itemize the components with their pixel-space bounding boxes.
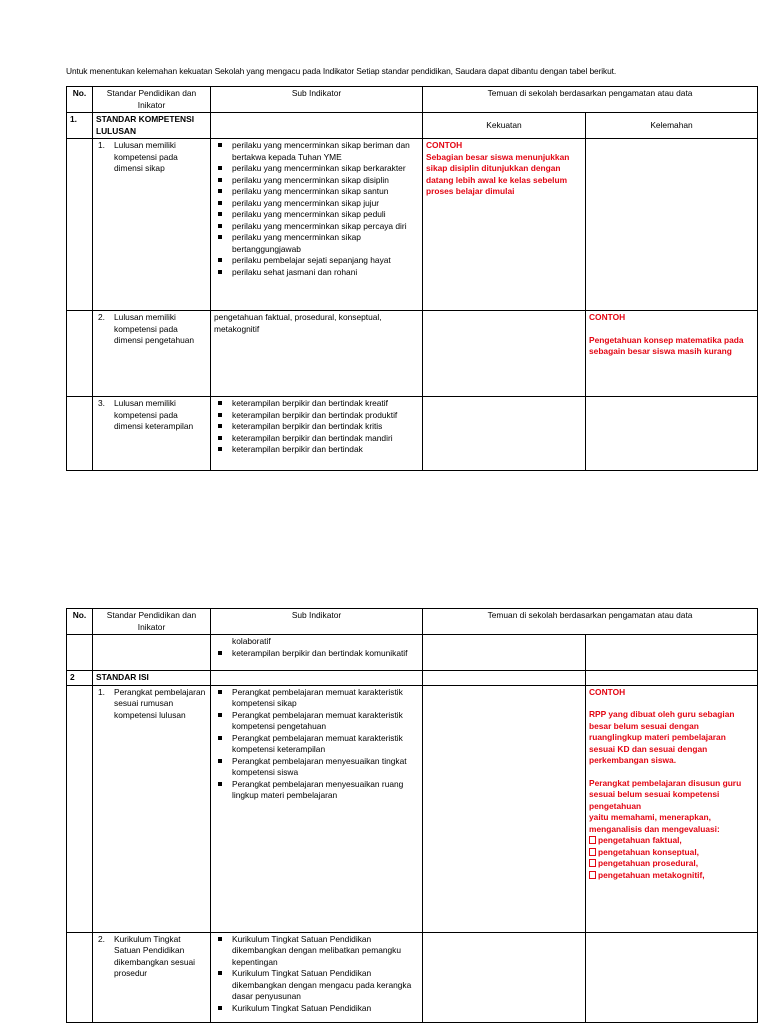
table-row <box>67 685 758 932</box>
table-header-row <box>67 609 758 635</box>
section-row <box>67 113 758 139</box>
table-row <box>67 932 758 1022</box>
list-item: perilaku yang mencerminkan sikap santun <box>214 186 419 198</box>
list-item: Perangkat pembelajaran memuat karakteristik kompetensi pengetahuan <box>214 710 419 733</box>
list-item: Perangkat pembelajaran memuat karakteristik kompetensi sikap <box>214 687 419 710</box>
list-item: keterampilan berpikir dan bertindak <box>214 444 419 456</box>
header-kelemahan: Kelemahan <box>586 113 758 139</box>
list-item: perilaku sehat jasmani dan rohani <box>214 267 419 279</box>
checkbox-icon <box>589 836 596 844</box>
header-sub-indikator: Sub Indikator <box>211 609 423 635</box>
list-item: perilaku yang mencerminkan sikap disiplin <box>214 175 419 187</box>
list-item: perilaku yang mencerminkan sikap percaya diri <box>214 221 419 233</box>
standar-item <box>96 687 207 722</box>
section-title: STANDAR KOMPETENSI LULUSAN <box>93 113 211 139</box>
header-temuan: Temuan di sekolah berdasarkan pengamatan atau data <box>423 87 758 113</box>
item-number: 1. <box>98 686 105 697</box>
list-item: Kurikulum Tingkat Satuan Pendidikan dikembangkan dengan mengacu pada kerangka dasar penyusunan <box>214 968 419 1003</box>
list-item: perilaku yang mencerminkan sikap bertanggungjawab <box>214 232 419 255</box>
table-page-2 <box>66 608 758 1023</box>
list-item: keterampilan berpikir dan bertindak kreatif <box>214 398 419 410</box>
list-item: Perangkat pembelajaran menyesuaikan tingkat kompetensi siswa <box>214 756 419 779</box>
kekuatan-cell <box>423 932 586 1022</box>
kelemahan-list-item: pengetahuan prosedural, <box>589 858 754 870</box>
kekuatan-cell <box>423 139 586 311</box>
continuation-row <box>67 635 758 671</box>
header-kekuatan: Kekuatan <box>423 113 586 139</box>
sub-indikator-list <box>214 687 419 802</box>
list-item: perilaku yang mencerminkan sikap jujur <box>214 198 419 210</box>
list-item: perilaku yang mencerminkan sikap peduli <box>214 209 419 221</box>
item-number: 3. <box>98 398 105 408</box>
kelemahan-cell <box>586 139 758 311</box>
section-number: 2 <box>67 671 93 686</box>
sub-indikator-text: pengetahuan faktual, prosedural, konseptual, metakognitif <box>214 312 382 334</box>
list-item: kolaboratif <box>232 636 271 646</box>
checkbox-icon <box>589 859 596 867</box>
item-standar: Lulusan memiliki kompetensi pada dimensi sikap <box>114 140 178 173</box>
kelemahan-text: yaitu memahami, menerapkan, menganalisis dan mengevaluasi: <box>589 812 720 834</box>
kelemahan-text: Perangkat pembelajaran disusun guru sesuai belum sesuai kompetensi pengetahuan <box>589 777 742 811</box>
section-number: 1. <box>67 113 93 139</box>
list-item: perilaku pembelajar sejati sepanjang hayat <box>214 255 419 267</box>
list-item: perilaku yang mencerminkan sikap berkarakter <box>214 163 419 175</box>
kelemahan-cell <box>586 311 758 397</box>
kekuatan-cell <box>423 685 586 932</box>
kelemahan-text: Pengetahuan konsep matematika pada sebagain besar siswa masih kurang <box>589 334 744 356</box>
checkbox-icon <box>589 871 596 879</box>
header-no: No. <box>67 87 93 113</box>
kelemahan-cell <box>586 685 758 932</box>
kekuatan-cell <box>423 397 586 471</box>
contoh-label: CONTOH <box>589 312 626 322</box>
contoh-label: CONTOH <box>589 686 626 697</box>
kekuatan-text: Sebagian besar siswa menunjukkan sikap disiplin ditunjukkan dengan datang lebih awal ke kelas sebelum proses belajar dimulai <box>426 151 570 196</box>
kelemahan-list-item: pengetahuan konseptual, <box>589 847 754 859</box>
table-page-1 <box>66 86 758 471</box>
item-number: 2. <box>98 933 105 944</box>
contoh-label: CONTOH <box>426 140 463 150</box>
list-item: keterampilan berpikir dan bertindak kritis <box>214 421 419 433</box>
standar-item <box>96 312 207 347</box>
kelemahan-text: RPP yang dibuat oleh guru sebagian besar belum sesuai dengan ruanglingkup materi pembelajaran sesuai KD dan sesuai dengan perkembangan siswa. <box>589 709 735 765</box>
list-item: keterampilan berpikir dan bertindak komunikatif <box>214 648 419 660</box>
list-item: perilaku yang mencerminkan sikap beriman dan bertakwa kepada Tuhan YME <box>214 140 419 163</box>
sub-indikator-list <box>214 398 419 456</box>
list-item: keterampilan berpikir dan bertindak mandiri <box>214 433 419 445</box>
table-row <box>67 139 758 311</box>
list-item: Kurikulum Tingkat Satuan Pendidikan <box>214 1003 419 1015</box>
kelemahan-cell <box>586 397 758 471</box>
item-standar: Perangkat pembelajaran sesuai rumusan kompetensi lulusan <box>114 686 206 720</box>
sub-indikator-list <box>214 934 419 1015</box>
item-standar: Lulusan memiliki kompetensi pada dimensi keterampilan <box>114 398 194 431</box>
header-standar: Standar Pendidikan dan Inikator <box>93 609 211 635</box>
header-temuan: Temuan di sekolah berdasarkan pengamatan atau data <box>423 609 758 635</box>
item-number: 2. <box>98 312 105 322</box>
checkbox-icon <box>589 848 596 856</box>
list-item: Perangkat pembelajaran menyesuaikan ruang lingkup materi pembelajaran <box>214 779 419 802</box>
header-no: No. <box>67 609 93 635</box>
standar-item <box>96 140 207 175</box>
sub-indikator-list <box>214 140 419 278</box>
kelemahan-cell <box>586 932 758 1022</box>
standar-item <box>96 934 207 980</box>
item-standar: Lulusan memiliki kompetensi pada dimensi pengetahuan <box>114 312 195 345</box>
header-standar: Standar Pendidikan dan Inikator <box>93 87 211 113</box>
table-row <box>67 311 758 397</box>
item-number: 1. <box>98 140 105 150</box>
standar-item <box>96 398 207 433</box>
section-row <box>67 671 758 686</box>
item-standar: Kurikulum Tingkat Satuan Pendidikan dikembangkan sesuai prosedur <box>114 933 196 978</box>
kelemahan-list-item: pengetahuan metakognitif, <box>589 870 754 882</box>
table-row <box>67 397 758 471</box>
kelemahan-list-item: pengetahuan faktual, <box>589 835 754 847</box>
list-item: keterampilan berpikir dan bertindak produktif <box>214 410 419 422</box>
header-sub-indikator: Sub Indikator <box>211 87 423 113</box>
table-header-row <box>67 87 758 113</box>
kekuatan-cell <box>423 311 586 397</box>
list-item: Perangkat pembelajaran memuat karakteristik kompetensi keterampilan <box>214 733 419 756</box>
intro-text: Untuk menentukan kelemahan kekuatan Sekolah yang mengacu pada Indikator Setiap standar pendidikan, Saudara dapat dibantu dengan tabel berikut. <box>66 66 617 76</box>
section-title: STANDAR ISI <box>93 671 211 686</box>
list-item: Kurikulum Tingkat Satuan Pendidikan dikembangkan dengan melibatkan pemangku kepentingan <box>214 934 419 969</box>
